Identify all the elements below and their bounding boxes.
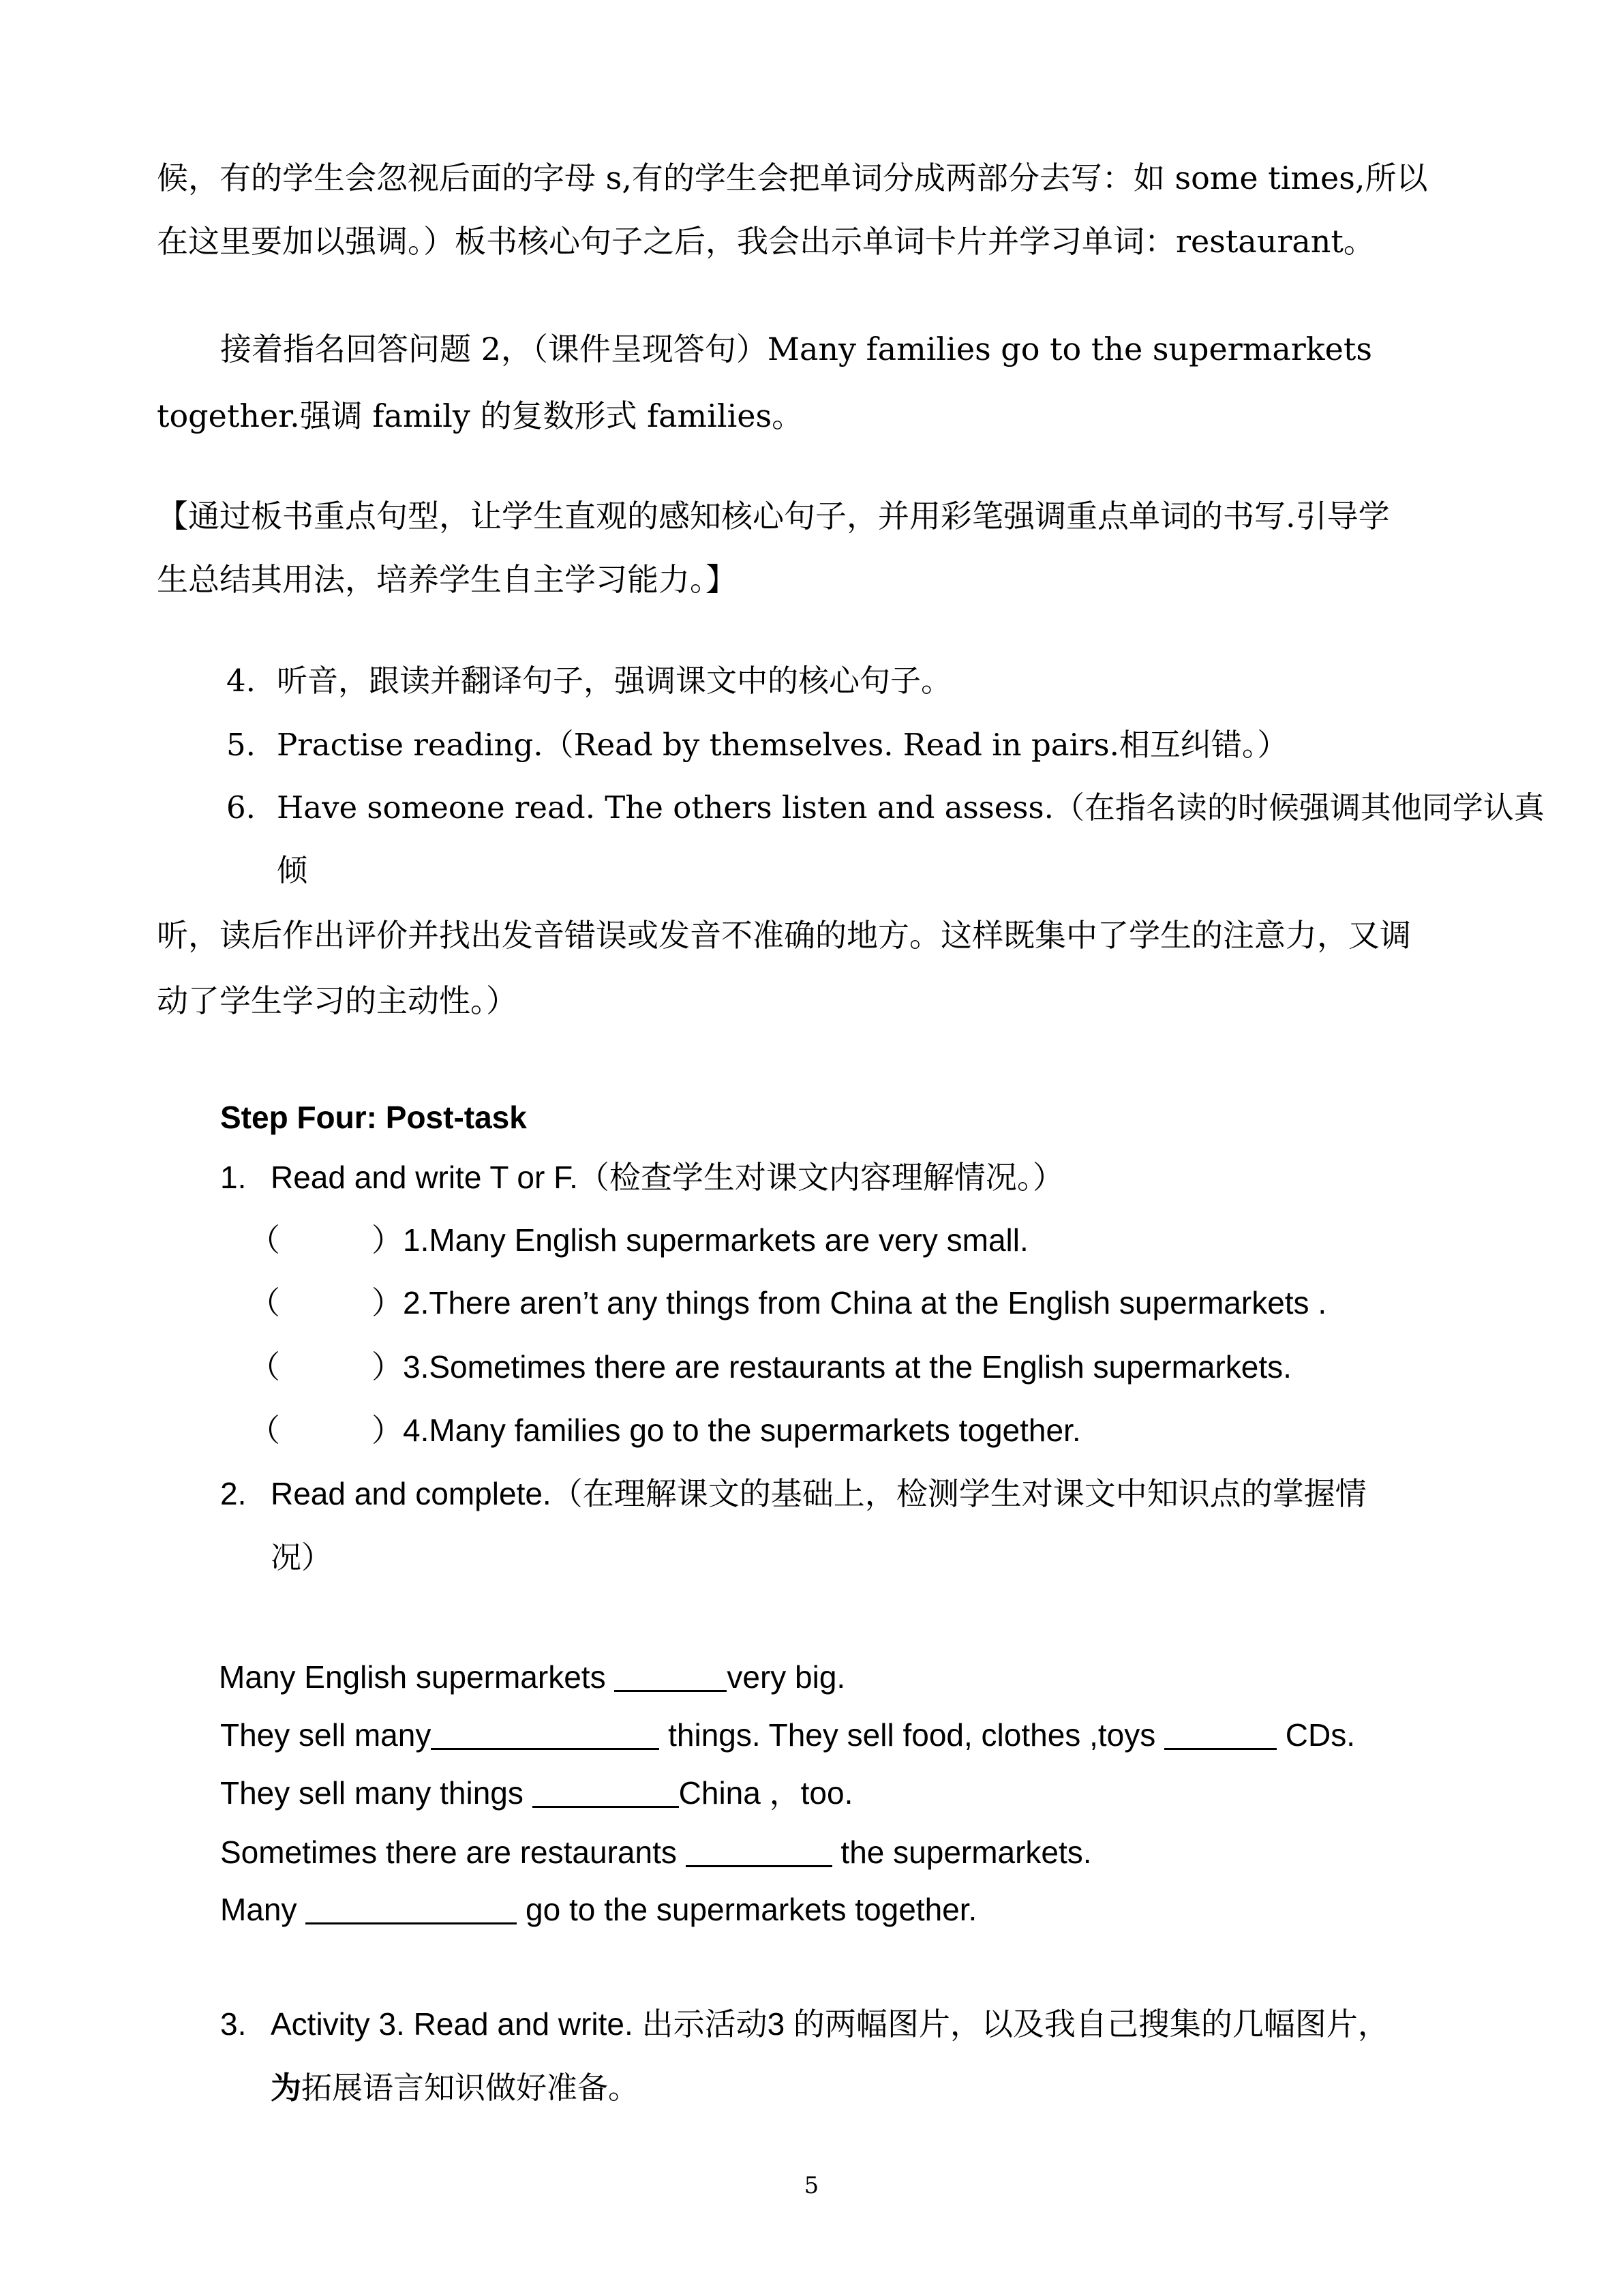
- tf-close-paren: ）: [371, 1285, 403, 1320]
- item-1-number: 1.: [220, 1160, 247, 1195]
- tf-close-paren: ）: [371, 1349, 403, 1385]
- paragraph-2-line-2: together.强调 family 的复数形式 families。: [157, 397, 804, 434]
- step-4-text: 听音，跟读并翻译句子，强调课文中的核心句子。: [277, 663, 952, 699]
- note-line-2: 生总结其用法，培养学生自主学习能力。】: [157, 561, 737, 598]
- page-number: 5: [804, 2172, 819, 2199]
- item-3-bold-char: 为: [271, 2070, 302, 2106]
- step-5: [226, 727, 1288, 764]
- step-6-text: Have someone read. The others listen and assess.（在指名读的时候强调其他同学认真: [277, 789, 1545, 826]
- item-1-text: Read and write T or F.（检查学生对课文内容理解情况。）: [271, 1160, 1064, 1195]
- step-6-number: 6.: [226, 789, 256, 826]
- fill-line-5: [220, 1891, 977, 1929]
- tf-statement-1: [249, 1222, 1029, 1259]
- tf-statement-4: [249, 1412, 1081, 1449]
- fill-line-3: [220, 1774, 853, 1812]
- fill-blank[interactable]: [431, 1717, 659, 1750]
- fill-text: very big.: [727, 1659, 846, 1695]
- item-2-number: 2.: [220, 1476, 247, 1511]
- fill-text: CDs.: [1277, 1717, 1355, 1753]
- step-4-number: 4.: [226, 663, 256, 699]
- fill-blank[interactable]: [305, 1891, 517, 1924]
- fill-text: They sell many: [220, 1717, 431, 1753]
- item-3-text: Activity 3. Read and write. 出示活动3 的两幅图片，以及我自己搜集的几幅图片，: [271, 2006, 1389, 2042]
- tf-statement-3: [249, 1348, 1292, 1386]
- fill-line-2: [220, 1717, 1355, 1754]
- post-task-item-1: [220, 1159, 1064, 1196]
- fill-line-1: [219, 1659, 845, 1696]
- item-3-continuation: [271, 2070, 639, 2106]
- fill-text: They sell many things: [220, 1775, 532, 1811]
- fill-text: Many English supermarkets: [219, 1659, 615, 1695]
- tf-open-paren: （: [249, 1413, 280, 1448]
- paragraph-2-line-1: 接着指名回答问题 2，（课件呈现答句）Many families go to the supermarkets: [220, 331, 1372, 367]
- paragraph-1-line-2: 在这里要加以强调。）板书核心句子之后，我会出示单词卡片并学习单词：restaurant。: [157, 223, 1375, 260]
- tf-statement-text: 4.Many families go to the supermarkets together.: [403, 1413, 1081, 1448]
- item-3-number: 3.: [220, 2006, 247, 2042]
- item-2-continuation: 况）: [271, 1539, 333, 1575]
- step-four-heading: Step Four: Post-task: [220, 1100, 527, 1135]
- tf-open-paren: （: [249, 1285, 280, 1320]
- fill-blank[interactable]: [1164, 1717, 1277, 1750]
- step-5-number: 5.: [226, 727, 256, 763]
- tf-statement-text: 2.There aren’t any things from China at the English supermarkets .: [403, 1285, 1327, 1320]
- post-task-item-2: [220, 1475, 1367, 1513]
- fill-text: the supermarkets.: [832, 1834, 1092, 1870]
- fill-blank[interactable]: [614, 1659, 727, 1692]
- fill-text: China ，too.: [678, 1775, 853, 1811]
- tf-close-paren: ）: [371, 1413, 403, 1448]
- paragraph-1-line-1: 候，有的学生会忽视后面的字母 s,有的学生会把单词分成两部分去写：如 some times,所以: [157, 160, 1428, 196]
- tf-open-paren: （: [249, 1349, 280, 1385]
- fill-blank[interactable]: [686, 1834, 832, 1867]
- fill-text: Many: [220, 1892, 306, 1927]
- fill-text: go to the supermarkets together.: [517, 1892, 977, 1927]
- fill-text: Sometimes there are restaurants: [220, 1834, 686, 1870]
- tf-close-paren: ）: [371, 1222, 403, 1258]
- tf-statement-text: 1.Many English supermarkets are very small.: [403, 1222, 1029, 1258]
- note-line-1: 【通过板书重点句型，让学生直观的感知核心句子，并用彩笔强调重点单词的书写.引导学: [157, 498, 1390, 534]
- step-6-continuation: 倾: [277, 852, 308, 888]
- step-4: [226, 663, 952, 699]
- paragraph-3-line-2: 动了学生学习的主动性。）: [157, 982, 517, 1019]
- tf-open-paren: （: [249, 1222, 280, 1258]
- tf-statement-text: 3.Sometimes there are restaurants at the English supermarkets.: [403, 1349, 1292, 1385]
- tf-statement-2: [249, 1284, 1326, 1322]
- item-2-text: Read and complete.（在理解课文的基础上，检测学生对课文中知识点的掌握情: [271, 1476, 1367, 1511]
- step-6: [226, 789, 1545, 826]
- item-3-continuation-text: 拓展语言知识做好准备。: [301, 2070, 639, 2106]
- post-task-item-3: [220, 2006, 1389, 2043]
- step-5-text: Practise reading.（Read by themselves. Read in pairs.相互纠错。）: [277, 727, 1288, 763]
- fill-text: things. They sell food, clothes ,toys: [659, 1717, 1164, 1753]
- fill-blank[interactable]: [532, 1774, 679, 1808]
- paragraph-3-line-1: 听，读后作出评价并找出发音错误或发音不准确的地方。这样既集中了学生的注意力，又调: [157, 917, 1411, 954]
- fill-line-4: [220, 1834, 1092, 1871]
